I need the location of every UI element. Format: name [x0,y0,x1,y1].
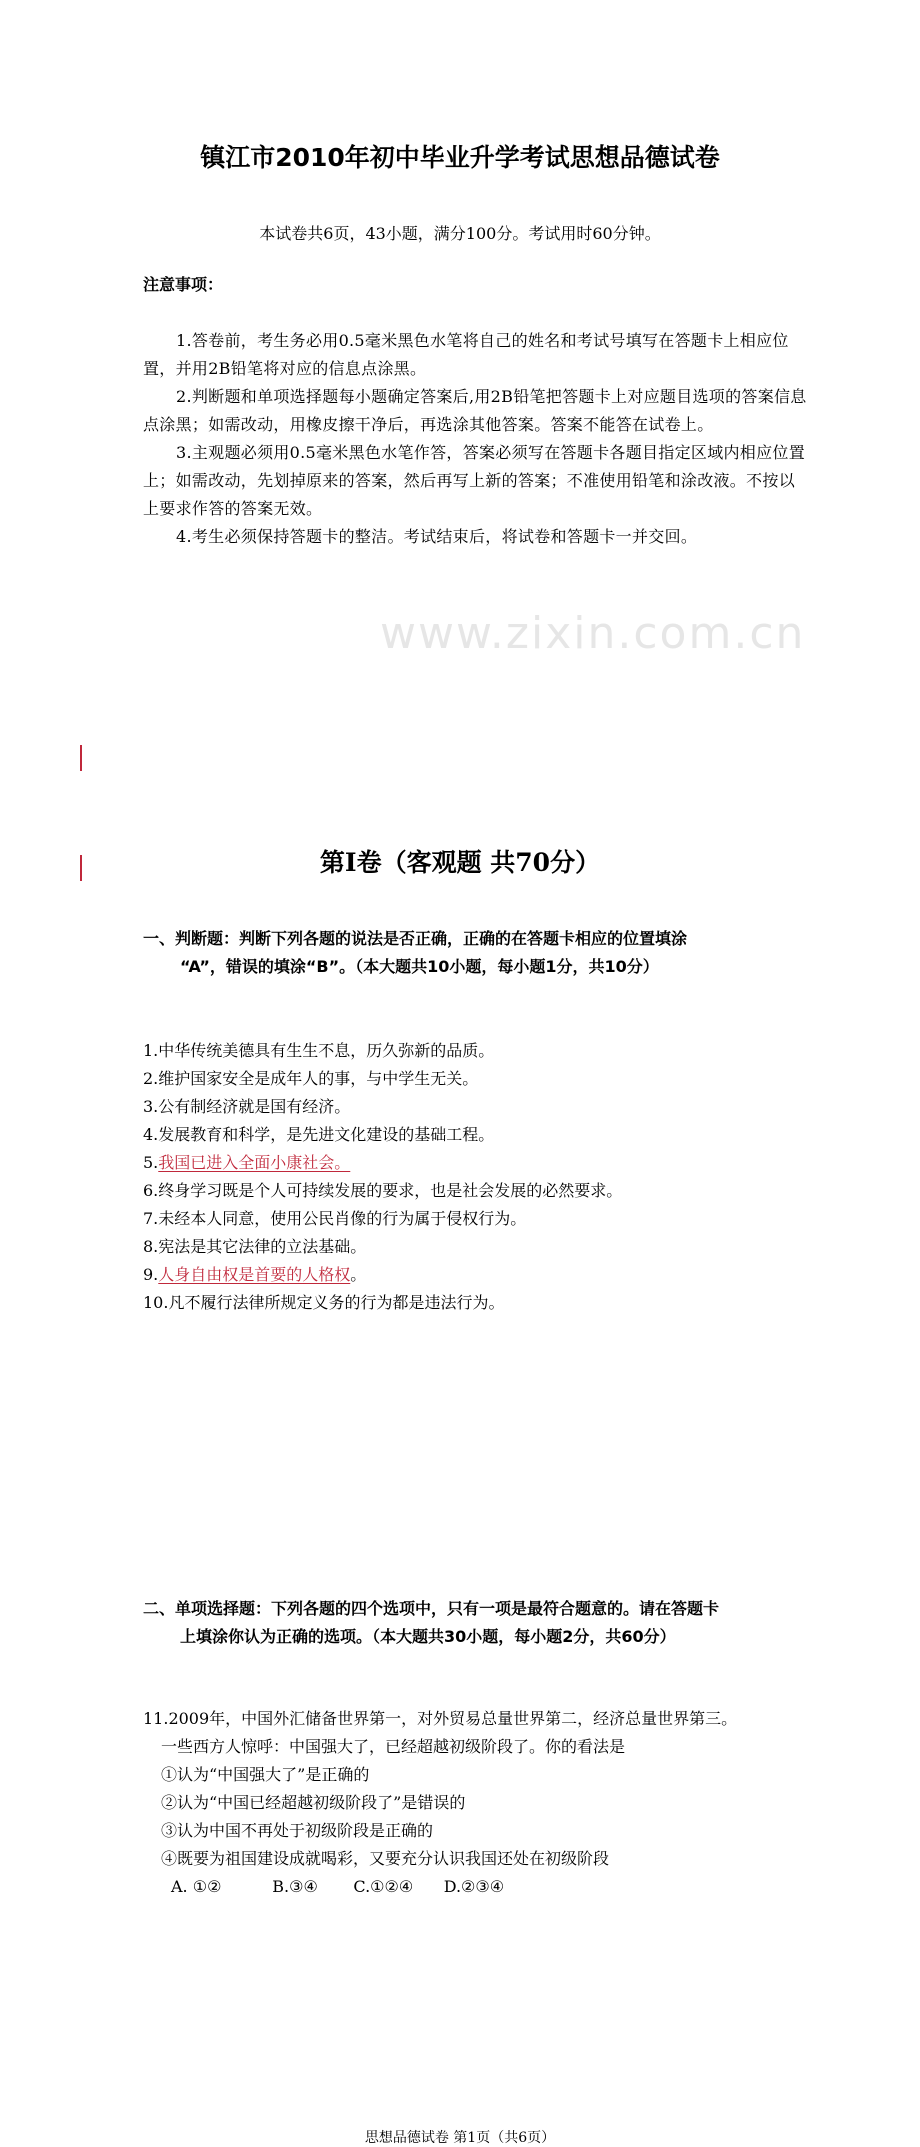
question-statement: ③认为中国不再处于初级阶段是正确的 [161,1821,434,1840]
notes-list [143,327,811,551]
page-footer: 思想品德试卷 第1页（共6页） [364,2130,556,2146]
note-item: 3.主观题必须用0.5毫米黑色水笔作答，答案必须写在答题卡各题目指定区域内相应位置上；如需改动，先划掉原来的答案，然后再写上新的答案；不准使用铅笔和涂改液。不按以上要求作答的答案无效。 [143,443,806,518]
tf-item: 2.维护国家安全是成年人的事，与中学生无关。 [143,1069,479,1088]
question-stem: 11.2009年，中国外汇储备世界第一，对外贸易总量世界第二，经济总量世界第三。 [143,1709,738,1728]
note-item: 1.答卷前，考生务必用0.5毫米黑色水笔将自己的姓名和考试号填写在答题卡上相应位置，并用2B铅笔将对应的信息点涂黑。 [143,331,789,378]
question-statement: ④既要为祖国建设成就喝彩，又要充分认识我国还处在初级阶段 [161,1849,610,1868]
true-false-list [143,1037,811,1317]
part2-heading [143,1595,811,1651]
tf-item: 7.未经本人同意，使用公民肖像的行为属于侵权行为。 [143,1209,527,1228]
exam-subtitle: 本试卷共6页，43小题，满分100分。考试用时60分钟。 [259,224,661,243]
question-stem: 一些西方人惊呼：中国强大了，已经超越初级阶段了。你的看法是 [161,1737,626,1756]
tf-item-marked [143,1261,811,1289]
question-statement: ①认为“中国强大了”是正确的 [161,1765,370,1784]
tf-item: 4.发展教育和科学，是先进文化建设的基础工程。 [143,1125,495,1144]
tf-item-number: 9. [143,1265,159,1284]
part1-heading-line2: “A”，错误的填涂“B”。（本大题共10小题，每小题1分，共10分） [180,957,659,976]
watermark: www.zixin.com.cn [380,608,806,659]
part1-heading-line1: 一、判断题：判断下列各题的说法是否正确，正确的在答题卡相应的位置填涂 [143,929,688,948]
part2-heading-line2: 上填涂你认为正确的选项。（本大题共30小题，每小题2分，共60分） [180,1627,676,1646]
note-item: 2.判断题和单项选择题每小题确定答案后,用2B铅笔把答题卡上对应题目选项的答案信息点涂黑；如需改动，用橡皮擦干净后，再选涂其他答案。答案不能答在试卷上。 [143,387,807,434]
tf-item-text: 我国已进入全面小康社会。 [158,1153,351,1172]
tf-item-suffix: 。 [350,1265,367,1284]
part2-heading-line1: 二、单项选择题：下列各题的四个选项中，只有一项是最符合题意的。请在答题卡 [143,1599,720,1618]
tf-item: 6.终身学习既是个人可持续发展的要求，也是社会发展的必然要求。 [143,1181,623,1200]
exam-title: 镇江市2010年初中毕业升学考试思想品德试卷 [200,143,720,172]
question-statement: ②认为“中国已经超越初级阶段了”是错误的 [161,1793,466,1812]
tf-item-number: 5. [143,1153,159,1172]
tf-item: 10.凡不履行法律所规定义务的行为都是违法行为。 [143,1293,505,1312]
tf-item: 8.宪法是其它法律的立法基础。 [143,1237,367,1256]
question-options: A. ①② B.③④ C.①②④ D.②③④ [171,1877,505,1896]
tf-item: 1.中华传统美德具有生生不息，历久弥新的品质。 [143,1041,495,1060]
tf-item-text: 人身自由权是首要的人格权 [158,1265,351,1284]
question-11 [143,1705,823,1901]
revision-mark [80,745,82,771]
section-title: 第Ⅰ卷（客观题 共70分） [319,848,601,877]
note-item: 4.考生必须保持答题卡的整洁。考试结束后，将试卷和答题卡一并交回。 [176,527,698,546]
notes-heading: 注意事项： [143,275,224,294]
tf-item-marked [143,1149,811,1177]
part1-heading [143,925,811,981]
tf-item: 3.公有制经济就是国有经济。 [143,1097,351,1116]
